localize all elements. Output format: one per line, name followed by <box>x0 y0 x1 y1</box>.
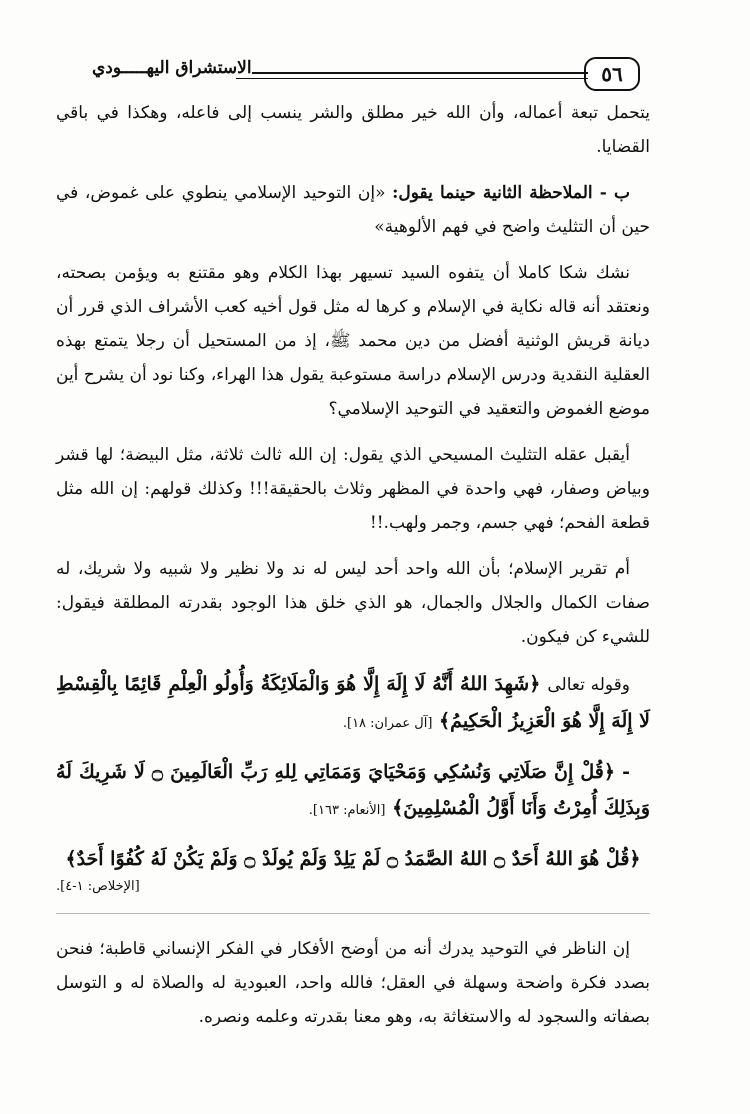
page-header <box>86 54 640 94</box>
verse-3-text: ﴿قُلْ هُوَ اللهُ أَحَدٌ ۝ اللهُ الصَّمَدُ ۝ لَمْ يَلِدْ وَلَمْ يُولَدْ ۝ وَلَمْ يَكُنْ لَهُ كُفُوًا أَحَدٌ﴾ <box>65 848 641 870</box>
verse-1-reference: [آل عمران: ١٨]. <box>342 716 433 731</box>
verse-1-intro: وقوله تعالى <box>547 675 630 695</box>
page-number: ٥٦ <box>584 57 640 91</box>
paragraph-2 <box>56 176 650 244</box>
running-title: الاستشراق اليهـــــودي <box>86 58 252 78</box>
quote: «إن التوحيد الإسلامي ينطوي على غموض، في حين أن التثليث واضح في فهم الألوهية» <box>56 183 650 237</box>
verse-2 <box>56 754 650 829</box>
paragraph-3: نشك شكا كاملا أن يتفوه السيد تسيهر بهذا الكلام وهو مقتنع به ويؤمن بصحته، ونعتقد أنه قاله نكاية في الإسلام و كرها له مثل قول أخيه كعب الأشراف الذي قرر أن ديانة قريش الوثنية أفضل من دين محمد ﷺ، إذ من المستحيل أن رجلا يتمتع بهذه العقلية النقدية ودرس الإسلام دراسة مستوعبة يقول هذا الهراء، وكنا نود أن يشرح أين موضع الغموض والتعقيد في التوحيد الإسلامي؟ <box>56 263 650 419</box>
verse-1 <box>56 666 650 742</box>
paragraph-6: إن الناظر في التوحيد يدرك أنه من أوضح الأفكار في الفكر الإنساني قاطبة؛ فنحن بصدد فكرة واضحة وسهلة في العقل؛ فالله واحد، العبودية له والصلاة له و التوسل بصفاته والسجود له والاستغاثة به، وهو معنا بقدرته وعلمه ونصره. <box>56 939 650 1027</box>
verse-3-reference: [الإخلاص: ١-٤]. <box>56 879 140 894</box>
paragraph-5: أم تقرير الإسلام؛ بأن الله واحد أحد ليس له ند ولا نظير ولا شبيه ولا شريك، له صفات الكمال والجلال والجمال، هو الذي خلق هذا الوجود بقدرته المطلقة فيقول: للشيء كن فيكون. <box>56 559 650 647</box>
paragraph-1: يتحمل تبعة أعماله، وأن الله خير مطلق والشر ينسب إلى فاعله، وهكذا في باقي القضايا. <box>56 103 650 157</box>
page-body <box>56 96 650 1046</box>
verse-2-reference: [الأنعام: ١٦٣]. <box>308 803 386 818</box>
header-rule-thin <box>236 78 588 79</box>
paragraph-4: أيقبل عقله التثليث المسيحي الذي يقول: إن الله ثالث ثلاثة، مثل البيضة؛ لها قشر وبياض وصفار، فهي واحدة في المظهر وثلاث بالحقيقة!!! وكذلك قولهم: إن الله مثل قطعة الفحم؛ فهي جسم، وجمر ولهب.!! <box>56 445 650 533</box>
note-lead: ب - الملاحظة الثانية حينما يقول: <box>392 183 630 203</box>
section-divider <box>56 913 650 914</box>
verse-2-text: - ﴿قُلْ إِنَّ صَلَاتِي وَنُسُكِي وَمَحْيَايَ وَمَمَاتِي لِلهِ رَبِّ الْعَالَمِينَ ۝ لَا شَرِيكَ لَهُ وَبِذَلِكَ أُمِرْتُ وَأَنَا أَوَّلُ الْمُسْلِمِينَ﴾ <box>56 761 650 819</box>
verse-1-text: ﴿شَهِدَ اللهُ أَنَّهُ لَا إِلَهَ إِلَّا هُوَ وَالْمَلَائِكَةُ وَأُولُو الْعِلْمِ قَائِمًا بِالْقِسْطِ لَا إِلَهَ إِلَّا هُوَ الْعَزِيزُ الْحَكِيمُ﴾ <box>56 673 650 732</box>
